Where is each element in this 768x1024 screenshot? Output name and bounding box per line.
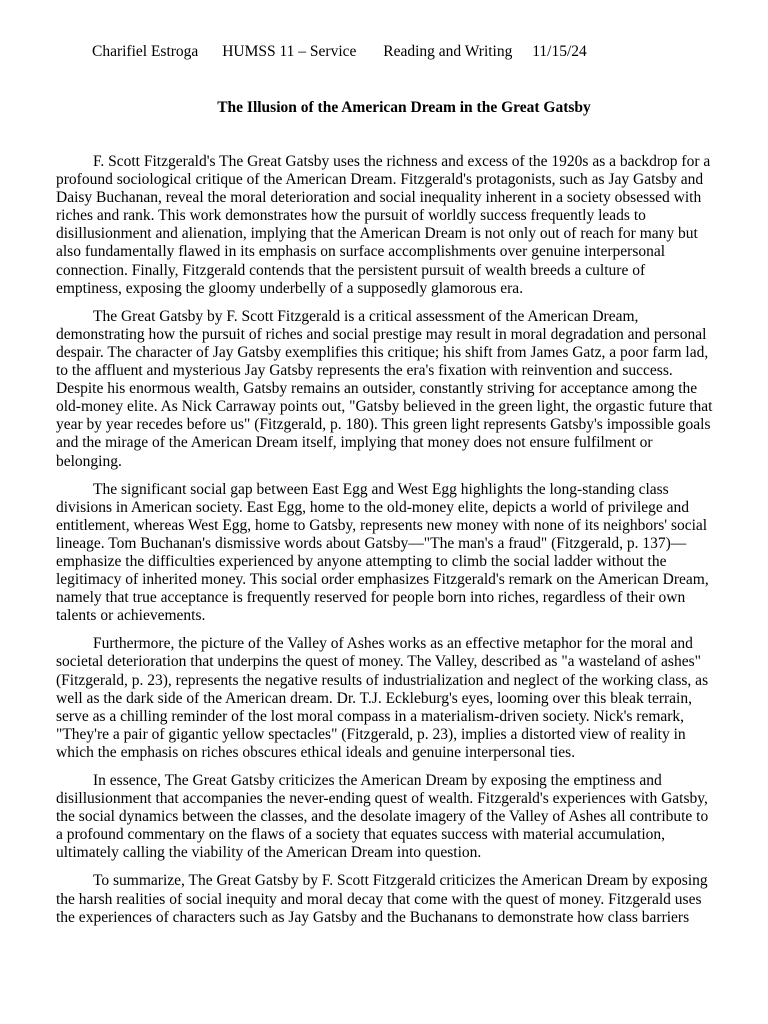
document-body — [56, 153, 714, 937]
paragraph-4: Furthermore, the picture of the Valley of Ashes works as an effective metaphor for the moral and societal deterioration that underpins the quest of money. The Valley, described as "a wasteland of ashes" (Fitzgerald, p. 23), represents the negative results of industrialization and neglect of the working class, as well as the dark side of the American dream. Dr. T.J. Eckleburg's eyes, looming over this bleak terrain, serve as a chilling reminder of the lost moral compass in a materialism-driven society. Nick's remark, "They're a pair of gigantic yellow spectacles" (Fitzgerald, p. 23), implies a distorted view of reality in which the emphasis on riches obscures ethical ideals and genuine interpersonal ties. — [56, 635, 709, 761]
document-title: The Illusion of the American Dream in the Great Gatsby — [217, 99, 591, 116]
header-line — [92, 42, 587, 62]
document-date: 11/15/24 — [532, 43, 587, 60]
paragraph-5: In essence, The Great Gatsby criticizes the American Dream by exposing the emptiness and disillusionment that accompanies the never-ending quest of wealth. Fitzgerald's experiences with Gatsby, the social dynamics between the classes, and the desolate imagery of the Valley of Ashes all contribute to a profound commentary on the flaws of a society that equates success with material accumulation, ultimately calling the viability of the American Dream into question. — [56, 772, 709, 862]
paragraph-1: F. Scott Fitzgerald's The Great Gatsby uses the richness and excess of the 1920s as a backdrop for a profound sociological critique of the American Dream. Fitzgerald's protagonists, such as Jay Gatsby and Daisy Buchanan, reveal the moral deterioration and social inequality inherent in a society obsessed with riches and rank. This work demonstrates how the pursuit of worldly success frequently leads to disillusionment and alienation, implying that the American Dream is not only out of reach for many but also fundamentally flawed in its emphasis on surface accomplishments over genuine interpersonal connection. Finally, Fitzgerald contends that the persistent pursuit of wealth breeds a culture of emptiness, exposing the gloomy underbelly of a supposedly glamorous era. — [56, 153, 711, 297]
course-name: HUMSS 11 – Service — [222, 43, 357, 60]
paragraph-3: The significant social gap between East Egg and West Egg highlights the long-standing class divisions in American society. East Egg, home to the old-money elite, depicts a world of privilege and entitlement, whereas West Egg, home to Gatsby, represents new money with none of its neighbors' social lineage. Tom Buchanan's dismissive words about Gatsby—"The man's a fraud" (Fitzgerald, p. 137)—emphasize the difficulties experienced by anyone attempting to climb the social ladder without the legitimacy of inherited money. This social order emphasizes Fitzgerald's remark on the American Dream, namely that true acceptance is frequently reserved for people born into riches, regardless of their own talents or achievements. — [56, 480, 709, 625]
student-name: Charifiel Estroga — [92, 43, 199, 60]
paragraph-6: To summarize, The Great Gatsby by F. Scott Fitzgerald criticizes the American Dream by exposing the harsh realities of social inequity and moral decay that come with the quest of money. Fitzgerald uses the experiences of characters such as Jay Gatsby and the Buchanans to demonstrate how class barriers — [56, 872, 708, 926]
paragraph-2: The Great Gatsby by F. Scott Fitzgerald is a critical assessment of the American Dream, demonstrating how the pursuit of riches and social prestige may result in moral degradation and personal despair. The character of Jay Gatsby exemplifies this critique; his shift from James Gatz, a poor farm lad, to the affluent and mysterious Jay Gatsby represents the era's fixation with reinvention and success. Despite his enormous wealth, Gatsby remains an outsider, constantly striving for acceptance among the old-money elite. As Nick Carraway points out, "Gatsby believed in the green light, the orgastic future that year by year recedes before us" (Fitzgerald, p. 180). This green light represents Gatsby's impossible goals and the mirage of the American Dream itself, implying that money does not ensure fulfilment or belonging. — [56, 307, 713, 470]
subject-name: Reading and Writing — [383, 43, 513, 60]
